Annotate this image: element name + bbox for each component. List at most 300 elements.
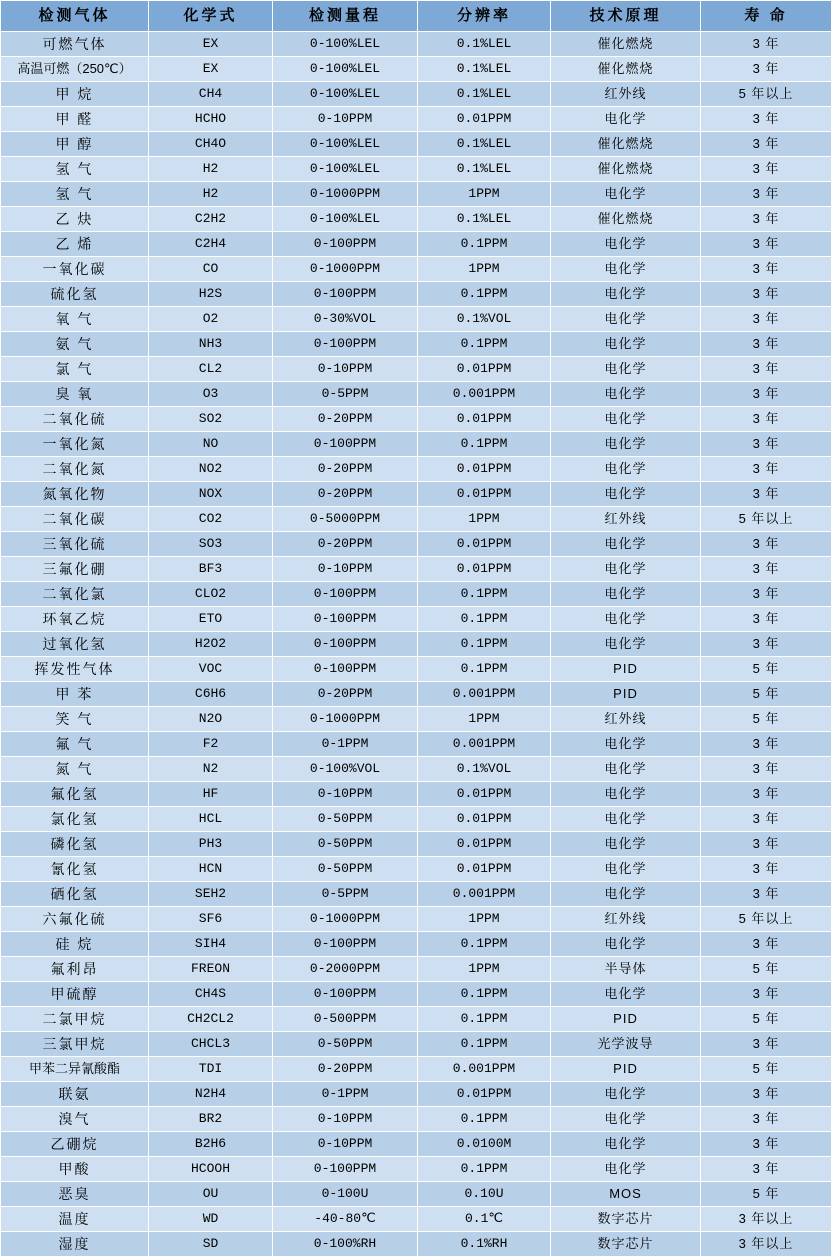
table-row: [1, 757, 831, 782]
cell-range: 0-20PPM: [273, 407, 418, 432]
cell-formula: H2: [149, 157, 273, 182]
cell-gas-name: 硅 烷: [1, 932, 149, 957]
cell-formula: ETO: [149, 607, 273, 632]
cell-life: 3 年: [701, 732, 831, 757]
cell-gas-name: 氟化氢: [1, 782, 149, 807]
cell-resolution: 0.01PPM: [418, 832, 551, 857]
cell-resolution: 0.01PPM: [418, 457, 551, 482]
cell-gas-name: 氧 气: [1, 307, 149, 332]
cell-gas-name: 溴气: [1, 1107, 149, 1132]
cell-gas-name: 湿度: [1, 1232, 149, 1257]
cell-formula: NOX: [149, 482, 273, 507]
cell-range: 0-1PPM: [273, 732, 418, 757]
table-row: [1, 632, 831, 657]
cell-gas-name: 氢 气: [1, 157, 149, 182]
cell-formula: EX: [149, 57, 273, 82]
cell-principle: 红外线: [551, 907, 701, 932]
cell-gas-name: 磷化氢: [1, 832, 149, 857]
cell-formula: CH4S: [149, 982, 273, 1007]
table-row: [1, 732, 831, 757]
cell-gas-name: 氟利昂: [1, 957, 149, 982]
cell-resolution: 0.01PPM: [418, 532, 551, 557]
cell-gas-name: 一氧化氮: [1, 432, 149, 457]
cell-range: 0-50PPM: [273, 857, 418, 882]
cell-formula: NO: [149, 432, 273, 457]
cell-principle: 数字芯片: [551, 1207, 701, 1232]
cell-resolution: 1PPM: [418, 257, 551, 282]
cell-formula: SO2: [149, 407, 273, 432]
table-row: [1, 1207, 831, 1232]
cell-resolution: 0.1PPM: [418, 1007, 551, 1032]
cell-life: 3 年: [701, 807, 831, 832]
cell-gas-name: 高温可燃（250℃）: [1, 57, 149, 82]
cell-resolution: 0.1%VOL: [418, 757, 551, 782]
cell-principle: 红外线: [551, 82, 701, 107]
table-row: [1, 182, 831, 207]
cell-life: 3 年: [701, 232, 831, 257]
cell-formula: WD: [149, 1207, 273, 1232]
cell-principle: PID: [551, 1007, 701, 1032]
cell-resolution: 0.001PPM: [418, 882, 551, 907]
cell-range: 0-10PPM: [273, 1132, 418, 1157]
cell-resolution: 0.01PPM: [418, 782, 551, 807]
table-row: [1, 382, 831, 407]
cell-range: 0-50PPM: [273, 832, 418, 857]
cell-principle: 电化学: [551, 1107, 701, 1132]
cell-gas-name: 乙 炔: [1, 207, 149, 232]
cell-range: 0-10PPM: [273, 1107, 418, 1132]
cell-range: 0-20PPM: [273, 532, 418, 557]
table-row: [1, 857, 831, 882]
cell-formula: CL2: [149, 357, 273, 382]
cell-life: 3 年: [701, 382, 831, 407]
table-row: [1, 107, 831, 132]
cell-gas-name: 氮氧化物: [1, 482, 149, 507]
cell-gas-name: 笑 气: [1, 707, 149, 732]
cell-life: 3 年: [701, 832, 831, 857]
cell-gas-name: 乙硼烷: [1, 1132, 149, 1157]
cell-formula: HCN: [149, 857, 273, 882]
cell-life: 3 年: [701, 1082, 831, 1107]
cell-resolution: 0.1PPM: [418, 1157, 551, 1182]
cell-life: 3 年: [701, 782, 831, 807]
cell-life: 3 年: [701, 332, 831, 357]
table-row: [1, 557, 831, 582]
table-row: [1, 1082, 831, 1107]
cell-resolution: 1PPM: [418, 507, 551, 532]
table-row: [1, 232, 831, 257]
cell-principle: 电化学: [551, 432, 701, 457]
table-row: [1, 907, 831, 932]
table-row: [1, 157, 831, 182]
table-row: [1, 1232, 831, 1257]
cell-range: 0-20PPM: [273, 682, 418, 707]
cell-range: -40-80℃: [273, 1207, 418, 1232]
cell-principle: 光学波导: [551, 1032, 701, 1057]
cell-resolution: 0.1PPM: [418, 1032, 551, 1057]
cell-resolution: 0.1PPM: [418, 982, 551, 1007]
cell-life: 3 年以上: [701, 1207, 831, 1232]
cell-resolution: 0.1PPM: [418, 232, 551, 257]
cell-gas-name: 氢 气: [1, 182, 149, 207]
cell-resolution: 0.1PPM: [418, 632, 551, 657]
cell-formula: CH4: [149, 82, 273, 107]
table-row: [1, 1182, 831, 1207]
table-row: [1, 1157, 831, 1182]
cell-range: 0-100PPM: [273, 332, 418, 357]
cell-principle: 电化学: [551, 257, 701, 282]
table-row: [1, 882, 831, 907]
cell-life: 3 年: [701, 932, 831, 957]
cell-range: 0-100%LEL: [273, 207, 418, 232]
column-header-life: 寿 命: [701, 1, 831, 32]
cell-gas-name: 甲 苯: [1, 682, 149, 707]
cell-principle: 电化学: [551, 1157, 701, 1182]
cell-resolution: 0.1%LEL: [418, 82, 551, 107]
cell-life: 3 年: [701, 407, 831, 432]
cell-formula: N2O: [149, 707, 273, 732]
table-row: [1, 657, 831, 682]
cell-resolution: 0.1℃: [418, 1207, 551, 1232]
cell-gas-name: 可燃气体: [1, 32, 149, 57]
cell-principle: 电化学: [551, 732, 701, 757]
cell-range: 0-20PPM: [273, 1057, 418, 1082]
cell-gas-name: 挥发性气体: [1, 657, 149, 682]
cell-life: 3 年: [701, 632, 831, 657]
cell-range: 0-100%VOL: [273, 757, 418, 782]
cell-gas-name: 温度: [1, 1207, 149, 1232]
cell-range: 0-100PPM: [273, 432, 418, 457]
cell-resolution: 0.1%RH: [418, 1232, 551, 1257]
cell-gas-name: 三氟化硼: [1, 557, 149, 582]
cell-gas-name: 二氧化硫: [1, 407, 149, 432]
table-row: [1, 682, 831, 707]
cell-principle: 半导体: [551, 957, 701, 982]
cell-range: 0-1000PPM: [273, 707, 418, 732]
table-row: [1, 132, 831, 157]
column-header-gas: 检测气体: [1, 1, 149, 32]
table-row: [1, 307, 831, 332]
cell-formula: O3: [149, 382, 273, 407]
cell-range: 0-100%LEL: [273, 157, 418, 182]
cell-principle: 电化学: [551, 582, 701, 607]
cell-principle: 电化学: [551, 232, 701, 257]
cell-life: 3 年: [701, 1157, 831, 1182]
cell-resolution: 1PPM: [418, 957, 551, 982]
cell-resolution: 0.1PPM: [418, 1107, 551, 1132]
cell-resolution: 0.1PPM: [418, 932, 551, 957]
cell-resolution: 0.1PPM: [418, 282, 551, 307]
cell-gas-name: 三氯甲烷: [1, 1032, 149, 1057]
cell-formula: NO2: [149, 457, 273, 482]
cell-resolution: 0.01PPM: [418, 857, 551, 882]
cell-gas-name: 恶臭: [1, 1182, 149, 1207]
cell-gas-name: 环氧乙烷: [1, 607, 149, 632]
cell-range: 0-1000PPM: [273, 907, 418, 932]
cell-range: 0-5000PPM: [273, 507, 418, 532]
cell-range: 0-2000PPM: [273, 957, 418, 982]
cell-resolution: 0.01PPM: [418, 807, 551, 832]
cell-gas-name: 甲酸: [1, 1157, 149, 1182]
cell-range: 0-10PPM: [273, 782, 418, 807]
cell-range: 0-100%LEL: [273, 32, 418, 57]
cell-formula: BR2: [149, 1107, 273, 1132]
column-header-resolution: 分辨率: [418, 1, 551, 32]
cell-life: 3 年: [701, 207, 831, 232]
cell-resolution: 0.01PPM: [418, 107, 551, 132]
cell-formula: HCL: [149, 807, 273, 832]
cell-life: 3 年: [701, 307, 831, 332]
cell-life: 3 年: [701, 607, 831, 632]
cell-formula: CO: [149, 257, 273, 282]
cell-gas-name: 氯 气: [1, 357, 149, 382]
table-row: [1, 582, 831, 607]
cell-range: 0-100PPM: [273, 232, 418, 257]
cell-gas-name: 氟 气: [1, 732, 149, 757]
cell-principle: 电化学: [551, 1082, 701, 1107]
cell-formula: CH2CL2: [149, 1007, 273, 1032]
table-row: [1, 457, 831, 482]
cell-life: 5 年: [701, 682, 831, 707]
cell-formula: SEH2: [149, 882, 273, 907]
table-row: [1, 407, 831, 432]
cell-life: 3 年: [701, 32, 831, 57]
table-row: [1, 1132, 831, 1157]
cell-formula: HCHO: [149, 107, 273, 132]
cell-resolution: 0.01PPM: [418, 1082, 551, 1107]
cell-gas-name: 六氟化硫: [1, 907, 149, 932]
cell-resolution: 0.1PPM: [418, 607, 551, 632]
cell-gas-name: 甲 醇: [1, 132, 149, 157]
cell-range: 0-5PPM: [273, 882, 418, 907]
table-row: [1, 982, 831, 1007]
table-row: [1, 432, 831, 457]
cell-formula: BF3: [149, 557, 273, 582]
cell-range: 0-10PPM: [273, 557, 418, 582]
cell-formula: NH3: [149, 332, 273, 357]
cell-range: 0-100%LEL: [273, 57, 418, 82]
header-row: [1, 1, 831, 32]
cell-gas-name: 臭 氧: [1, 382, 149, 407]
cell-formula: SD: [149, 1232, 273, 1257]
cell-formula: F2: [149, 732, 273, 757]
cell-formula: OU: [149, 1182, 273, 1207]
cell-gas-name: 二氧化碳: [1, 507, 149, 532]
cell-gas-name: 硒化氢: [1, 882, 149, 907]
cell-life: 3 年: [701, 282, 831, 307]
cell-life: 3 年: [701, 557, 831, 582]
cell-principle: 催化燃烧: [551, 207, 701, 232]
cell-range: 0-1PPM: [273, 1082, 418, 1107]
cell-formula: CH4O: [149, 132, 273, 157]
cell-formula: FREON: [149, 957, 273, 982]
cell-formula: H2: [149, 182, 273, 207]
cell-principle: PID: [551, 1057, 701, 1082]
cell-life: 5 年以上: [701, 507, 831, 532]
cell-principle: PID: [551, 657, 701, 682]
cell-principle: 电化学: [551, 457, 701, 482]
cell-range: 0-100U: [273, 1182, 418, 1207]
cell-principle: MOS: [551, 1182, 701, 1207]
cell-formula: CHCL3: [149, 1032, 273, 1057]
table-row: [1, 282, 831, 307]
cell-formula: HF: [149, 782, 273, 807]
table-row: [1, 332, 831, 357]
table-row: [1, 507, 831, 532]
cell-formula: CO2: [149, 507, 273, 532]
cell-formula: O2: [149, 307, 273, 332]
table-row: [1, 932, 831, 957]
cell-formula: TDI: [149, 1057, 273, 1082]
cell-range: 0-100PPM: [273, 607, 418, 632]
cell-principle: 电化学: [551, 382, 701, 407]
cell-gas-name: 氨 气: [1, 332, 149, 357]
cell-formula: SIH4: [149, 932, 273, 957]
table-row: [1, 707, 831, 732]
cell-principle: 电化学: [551, 832, 701, 857]
cell-life: 3 年: [701, 357, 831, 382]
table-row: [1, 957, 831, 982]
table-row: [1, 207, 831, 232]
table-row: [1, 1057, 831, 1082]
column-header-principle: 技术原理: [551, 1, 701, 32]
cell-range: 0-100PPM: [273, 657, 418, 682]
table-row: [1, 32, 831, 57]
cell-life: 3 年: [701, 857, 831, 882]
cell-life: 5 年: [701, 1057, 831, 1082]
cell-principle: 电化学: [551, 107, 701, 132]
cell-range: 0-10PPM: [273, 357, 418, 382]
cell-formula: HCOOH: [149, 1157, 273, 1182]
cell-life: 3 年: [701, 882, 831, 907]
cell-range: 0-50PPM: [273, 1032, 418, 1057]
cell-resolution: 0.1%LEL: [418, 57, 551, 82]
cell-gas-name: 二氯甲烷: [1, 1007, 149, 1032]
cell-life: 3 年: [701, 457, 831, 482]
cell-principle: 电化学: [551, 1132, 701, 1157]
cell-formula: SF6: [149, 907, 273, 932]
cell-gas-name: 甲硫醇: [1, 982, 149, 1007]
cell-range: 0-100PPM: [273, 582, 418, 607]
cell-principle: 电化学: [551, 607, 701, 632]
cell-resolution: 0.1PPM: [418, 432, 551, 457]
cell-life: 3 年: [701, 1032, 831, 1057]
cell-principle: 催化燃烧: [551, 57, 701, 82]
cell-principle: 电化学: [551, 882, 701, 907]
column-header-range: 检测量程: [273, 1, 418, 32]
cell-principle: 红外线: [551, 707, 701, 732]
cell-range: 0-100PPM: [273, 282, 418, 307]
table-row: [1, 782, 831, 807]
cell-principle: 电化学: [551, 532, 701, 557]
cell-life: 5 年: [701, 1007, 831, 1032]
cell-range: 0-500PPM: [273, 1007, 418, 1032]
cell-life: 5 年以上: [701, 907, 831, 932]
cell-resolution: 0.1PPM: [418, 657, 551, 682]
cell-formula: C6H6: [149, 682, 273, 707]
cell-life: 3 年: [701, 57, 831, 82]
cell-formula: PH3: [149, 832, 273, 857]
table-row: [1, 482, 831, 507]
cell-gas-name: 二氧化氯: [1, 582, 149, 607]
cell-formula: CLO2: [149, 582, 273, 607]
cell-formula: N2: [149, 757, 273, 782]
cell-formula: N2H4: [149, 1082, 273, 1107]
cell-range: 0-100PPM: [273, 632, 418, 657]
cell-principle: 电化学: [551, 807, 701, 832]
cell-gas-name: 过氧化氢: [1, 632, 149, 657]
cell-range: 0-1000PPM: [273, 182, 418, 207]
cell-life: 3 年: [701, 982, 831, 1007]
cell-principle: 电化学: [551, 482, 701, 507]
cell-formula: C2H4: [149, 232, 273, 257]
cell-life: 5 年: [701, 957, 831, 982]
cell-range: 0-20PPM: [273, 457, 418, 482]
cell-gas-name: 乙 烯: [1, 232, 149, 257]
table-row: [1, 807, 831, 832]
cell-resolution: 0.001PPM: [418, 682, 551, 707]
cell-resolution: 0.001PPM: [418, 732, 551, 757]
cell-principle: 电化学: [551, 557, 701, 582]
cell-life: 3 年: [701, 582, 831, 607]
cell-resolution: 0.1%LEL: [418, 207, 551, 232]
cell-life: 3 年: [701, 257, 831, 282]
cell-resolution: 0.1PPM: [418, 582, 551, 607]
cell-principle: 电化学: [551, 332, 701, 357]
table-row: [1, 357, 831, 382]
cell-range: 0-20PPM: [273, 482, 418, 507]
table-row: [1, 257, 831, 282]
cell-resolution: 0.0100M: [418, 1132, 551, 1157]
cell-range: 0-1000PPM: [273, 257, 418, 282]
cell-principle: 电化学: [551, 982, 701, 1007]
cell-life: 3 年以上: [701, 1232, 831, 1257]
cell-life: 3 年: [701, 757, 831, 782]
cell-formula: SO3: [149, 532, 273, 557]
cell-life: 5 年以上: [701, 82, 831, 107]
cell-resolution: 0.1%VOL: [418, 307, 551, 332]
cell-life: 3 年: [701, 157, 831, 182]
cell-principle: 电化学: [551, 357, 701, 382]
cell-resolution: 0.001PPM: [418, 1057, 551, 1082]
cell-resolution: 1PPM: [418, 707, 551, 732]
cell-life: 5 年: [701, 1182, 831, 1207]
cell-gas-name: 氯化氢: [1, 807, 149, 832]
cell-principle: 电化学: [551, 632, 701, 657]
cell-gas-name: 甲 醛: [1, 107, 149, 132]
table-row: [1, 1007, 831, 1032]
cell-gas-name: 硫化氢: [1, 282, 149, 307]
cell-gas-name: 一氧化碳: [1, 257, 149, 282]
cell-range: 0-100%RH: [273, 1232, 418, 1257]
cell-range: 0-30%VOL: [273, 307, 418, 332]
cell-gas-name: 三氧化硫: [1, 532, 149, 557]
cell-gas-name: 氰化氢: [1, 857, 149, 882]
cell-principle: 数字芯片: [551, 1232, 701, 1257]
cell-resolution: 0.001PPM: [418, 382, 551, 407]
cell-resolution: 0.01PPM: [418, 557, 551, 582]
cell-life: 5 年: [701, 657, 831, 682]
column-header-formula: 化学式: [149, 1, 273, 32]
cell-formula: H2S: [149, 282, 273, 307]
cell-principle: 红外线: [551, 507, 701, 532]
cell-gas-name: 二氧化氮: [1, 457, 149, 482]
cell-resolution: 1PPM: [418, 182, 551, 207]
cell-principle: 电化学: [551, 757, 701, 782]
cell-principle: 催化燃烧: [551, 157, 701, 182]
cell-formula: VOC: [149, 657, 273, 682]
cell-gas-name: 甲 烷: [1, 82, 149, 107]
